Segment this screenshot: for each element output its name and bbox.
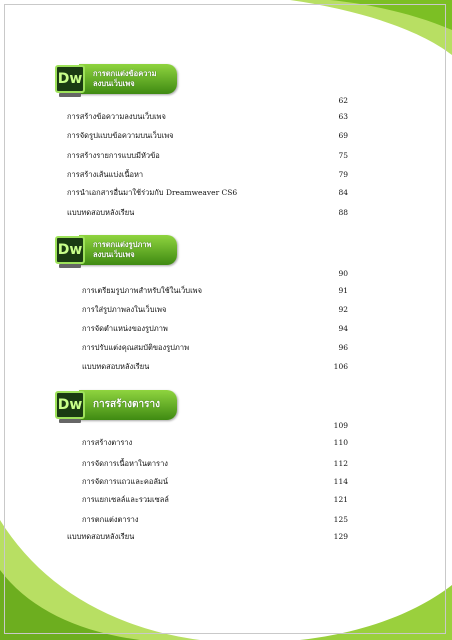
chapter-1 [55,62,375,96]
toc-title: การเตรียมรูปภาพสำหรับใช้ในเว็บเพจ [82,286,202,295]
toc-row[interactable] [82,285,348,297]
dreamweaver-icon: Dw [55,236,85,264]
toc-page: 112 [333,459,348,468]
toc-title: การตกแต่งตาราง [82,515,139,524]
toc-page: 63 [338,112,348,121]
toc-title: การจัดรูปแบบข้อความบนเว็บเพจ [67,131,174,140]
toc-page: 94 [338,324,348,333]
toc-page: 125 [333,515,348,524]
toc-title: การสร้างเส้นแบ่งเนื้อหา [67,170,144,179]
toc-page: 75 [338,151,348,160]
toc-title: การนำเอกสารอื่นมาใช้ร่วมกับ Dreamweaver CS6 [67,188,238,197]
toc-title: การจัดตำแหน่งของรูปภาพ [82,324,168,333]
toc-row[interactable] [67,187,348,199]
toc-row[interactable] [82,437,348,449]
toc-title: การแยกเซลล์และรวมเซลล์ [82,495,169,504]
chapter-1-title-line2: ลงบนเว็บเพจ [93,79,135,88]
toc-title: การปรับแต่งคุณสมบัติของรูปภาพ [82,343,190,352]
toc-title: การสร้างรายการแบบมีหัวข้อ [67,151,160,160]
chapter-1-start-page: 62 [338,96,348,105]
toc-row[interactable] [67,130,348,142]
toc-row[interactable] [67,169,348,181]
toc-page: 121 [333,495,348,504]
dreamweaver-icon: Dw [55,65,85,93]
toc-row[interactable] [82,514,348,526]
chapter-1-banner [55,62,177,96]
toc-page: 92 [338,305,348,314]
toc-title: การใส่รูปภาพลงในเว็บเพจ [82,305,167,314]
toc-row[interactable] [82,304,348,316]
toc-page: 88 [338,208,348,217]
dreamweaver-icon: Dw [55,391,85,419]
toc-page: 129 [333,532,348,541]
toc-page: 110 [333,438,348,447]
toc-row[interactable] [82,494,348,506]
toc-row[interactable] [82,458,348,470]
chapter-2-title-line1: การตกแต่งรูปภาพ [93,240,152,249]
chapter-3-title-line1: การสร้างตาราง [93,399,160,410]
toc-row[interactable] [82,476,348,488]
chapter-2-start-page: 90 [338,269,348,278]
chapter-3 [55,388,375,422]
toc-title: แบบทดสอบหลังเรียน [67,532,135,541]
toc-row[interactable] [67,207,348,219]
toc-page: 69 [338,131,348,140]
toc-page: 91 [338,286,348,295]
chapter-2 [55,233,375,267]
chapter-2-banner [55,233,177,267]
toc-title: การสร้างตาราง [82,438,133,447]
toc-title: การสร้างข้อความลงบนเว็บเพจ [67,112,166,121]
chapter-1-title-pill [79,64,177,94]
toc-title: แบบทดสอบหลังเรียน [82,362,150,371]
toc-row[interactable] [67,150,348,162]
toc-row[interactable] [82,342,348,354]
toc-row[interactable] [67,111,348,123]
toc-page: 84 [338,188,348,197]
chapter-2-title-line2: ลงบนเว็บเพจ [93,250,135,259]
chapter-2-title-pill [79,235,177,265]
chapter-3-banner [55,388,177,422]
toc-title: การจัดการเนื้อหาในตาราง [82,459,168,468]
chapter-3-title-pill [79,390,177,420]
toc-page: 114 [333,477,348,486]
toc-row[interactable] [82,361,348,373]
chapter-1-title-line1: การตกแต่งข้อความ [93,69,157,78]
toc-row[interactable] [82,323,348,335]
toc-title: การจัดการแถวและคอลัมน์ [82,477,169,486]
toc-title: แบบทดสอบหลังเรียน [67,208,135,217]
toc-page: 79 [338,170,348,179]
chapter-3-start-page: 109 [333,421,348,430]
toc-row[interactable] [67,531,348,543]
toc-page: 96 [338,343,348,352]
toc-page: 106 [333,362,348,371]
